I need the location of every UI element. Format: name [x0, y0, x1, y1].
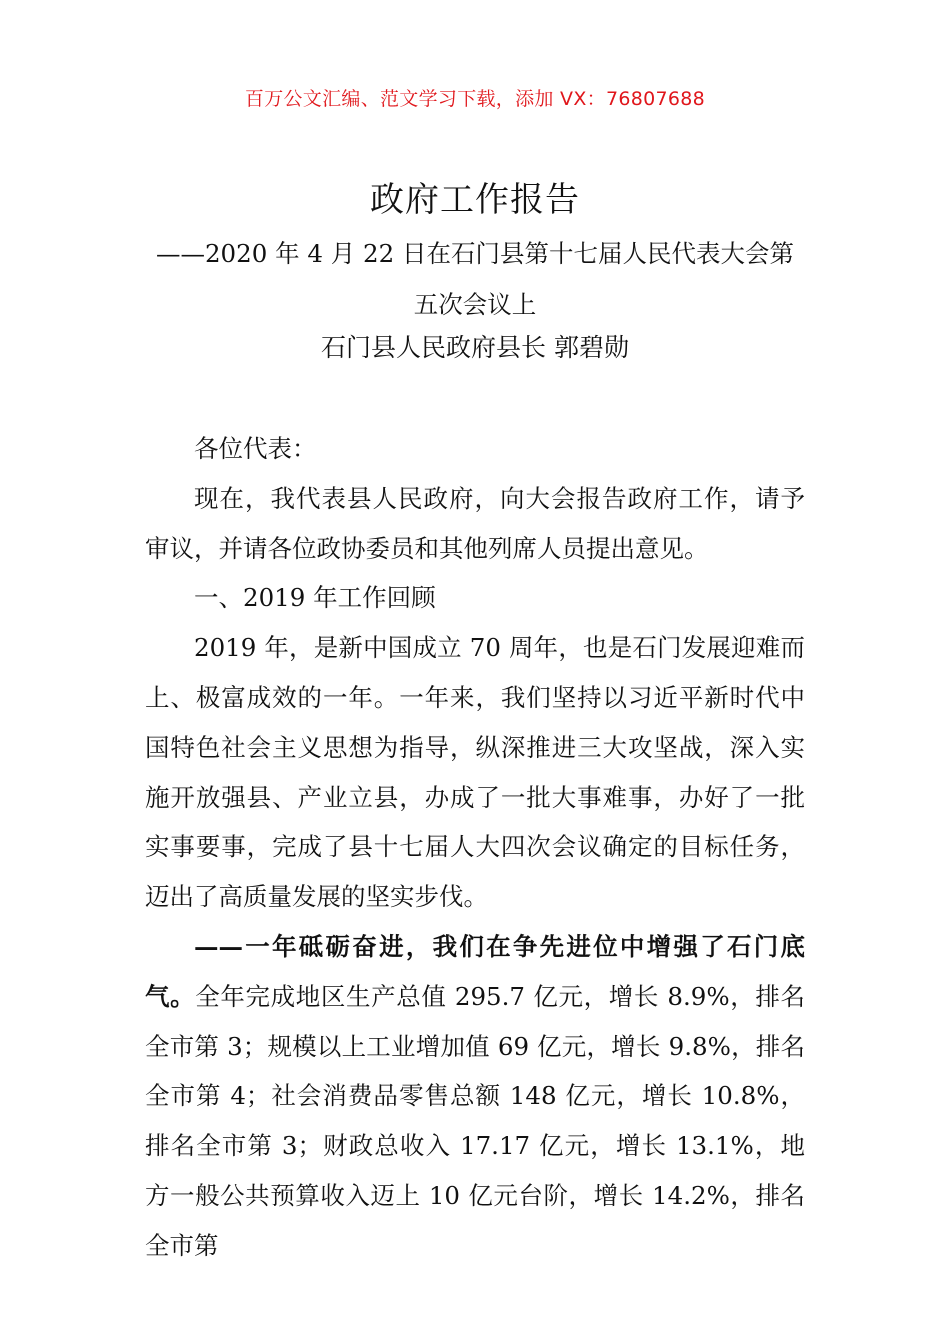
paragraph-review: 2019 年，是新中国成立 70 周年，也是石门发展迎难而上、极富成效的一年。一年来，我们坚持以习近平新时代中国特色社会主义思想为指导，纵深推进三大攻坚战，深入实施开放强县、产业立县，办成了一批大事难事，办好了一批实事要事，完成了县十七届人大四次会议确定的目标任务，迈出了高质量发展的坚实步伐。 — [145, 633, 805, 912]
section-heading: 一、2019 年工作回顾 — [194, 583, 436, 613]
intro-paragraph: 现在，我代表县人民政府，向大会报告政府工作，请予审议，并请各位政协委员和其他列席人员提出意见。 — [145, 483, 805, 563]
watermark-banner: 百万公文汇编、范文学习下载，添加 VX：76807688 — [244, 88, 706, 110]
paragraph-achievements-text: 全年完成地区生产总值 295.7 亿元，增长 8.9%，排名全市第 3；规模以上工业增加值 69 亿元，增长 9.8%，排名全市第 4；社会消费品零售总额 148 亿元，增长 10.8%，排名全市第 3；财政总收入 17.17 亿元，增长 13.1%，地方一般公共预算收入迈上 10 亿元台阶，增长 14.2%，排名全市第 — [145, 981, 806, 1260]
paragraph-lead-bold: ——一年砥砺奋进，我们在争先进位中增强了石门底气。 — [145, 931, 805, 1011]
document-author: 石门县人民政府县长 郭碧勋 — [321, 333, 629, 362]
salutation: 各位代表： — [194, 434, 317, 463]
paragraph-achievements — [145, 922, 805, 1271]
document-title: 政府工作报告 — [370, 180, 580, 220]
document-body — [145, 424, 805, 1271]
document-subtitle: ——2020 年 4 月 22 日在石门县第十七届人民代表大会第五次会议上 — [155, 239, 795, 319]
